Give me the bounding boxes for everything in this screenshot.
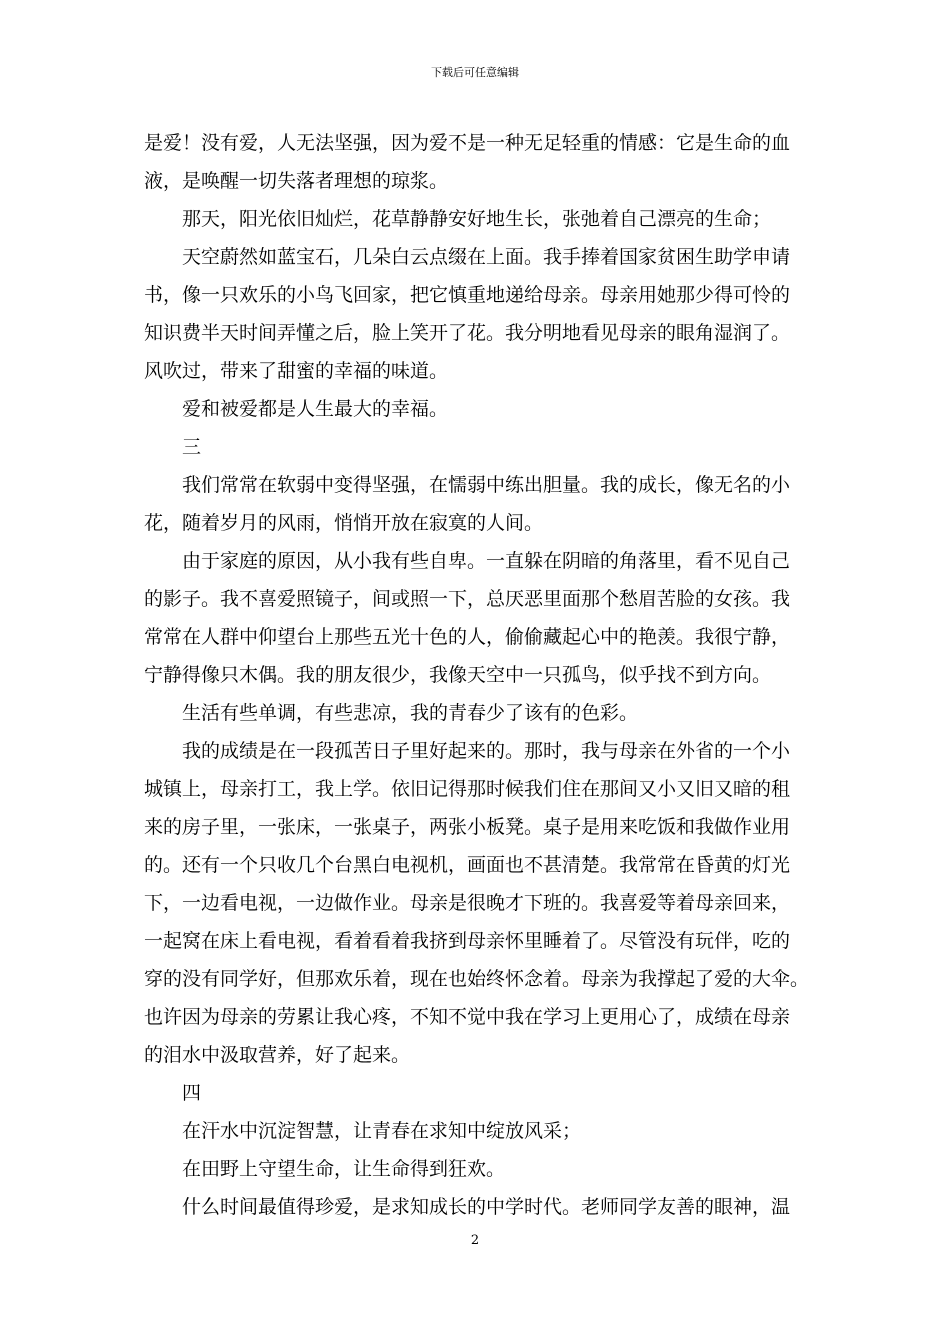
- text-line: 三: [182, 436, 202, 458]
- text-line: 也许因为母亲的劳累让我心疼，不知不觉中我在学习上更用心了，成绩在母亲: [144, 1006, 791, 1028]
- text-line: 什么时间最值得珍爱，是求知成长的中学时代。老师同学友善的眼神，温: [182, 1196, 791, 1218]
- text-line: 宁静得像只木偶。我的朋友很少，我像天空中一只孤鸟，似乎找不到方向。: [144, 664, 772, 686]
- text-line: 来的房子里，一张床，一张桌子，两张小板凳。桌子是用来吃饭和我做作业用: [144, 816, 791, 838]
- text-line: 的影子。我不喜爱照镜子，间或照一下，总厌恶里面那个愁眉苦脸的女孩。我: [144, 588, 791, 610]
- page-number: 2: [470, 1233, 480, 1248]
- text-line: 的泪水中汲取营养，好了起来。: [144, 1044, 411, 1066]
- text-line: 风吹过，带来了甜蜜的幸福的味道。: [144, 360, 449, 382]
- text-line: 知识费半天时间弄懂之后，脸上笑开了花。我分明地看见母亲的眼角湿润了。: [144, 322, 791, 344]
- text-line: 在田野上守望生命，让生命得到狂欢。: [182, 1158, 506, 1180]
- text-line: 下，一边看电视，一边做作业。母亲是很晚才下班的。我喜爱等着母亲回来，: [144, 892, 791, 914]
- text-line: 书，像一只欢乐的小鸟飞回家，把它慎重地递给母亲。母亲用她那少得可怜的: [144, 284, 791, 306]
- document-body: [144, 124, 810, 1226]
- text-line: 是爱！没有爱，人无法坚强，因为爱不是一种无足轻重的情感：它是生命的血: [144, 132, 791, 154]
- text-line: 城镇上，母亲打工，我上学。依旧记得那时候我们住在那间又小又旧又暗的租: [144, 778, 791, 800]
- text-line: 花，随着岁月的风雨，悄悄开放在寂寞的人间。: [144, 512, 544, 534]
- text-line: 在汗水中沉淀智慧，让青春在求知中绽放风采；: [182, 1120, 582, 1142]
- text-line: 的。还有一个只收几个台黑白电视机，画面也不甚清楚。我常常在昏黄的灯光: [144, 854, 791, 876]
- text-line: 爱和被爱都是人生最大的幸福。: [182, 398, 449, 420]
- text-line: 我的成绩是在一段孤苦日子里好起来的。那时，我与母亲在外省的一个小: [182, 740, 791, 762]
- text-line: 由于家庭的原因，从小我有些自卑。一直躲在阴暗的角落里，看不见自己: [182, 550, 791, 572]
- text-line: 常常在人群中仰望台上那些五光十色的人，偷偷藏起心中的艳羡。我很宁静，: [144, 626, 791, 648]
- text-line: 一起窝在床上看电视，看着看着我挤到母亲怀里睡着了。尽管没有玩伴，吃的: [144, 930, 791, 952]
- text-line: 那天，阳光依旧灿烂，花草静静安好地生长，张弛着自己漂亮的生命；: [182, 208, 772, 230]
- text-line: 穿的没有同学好，但那欢乐着，现在也始终怀念着。母亲为我撑起了爱的大伞。: [144, 968, 810, 990]
- text-line: 生活有些单调，有些悲凉，我的青春少了该有的色彩。: [182, 702, 639, 724]
- text-line: 我们常常在软弱中变得坚强，在懦弱中练出胆量。我的成长，像无名的小: [182, 474, 791, 496]
- page-header: 下载后可任意编辑: [431, 66, 519, 79]
- text-line: 液，是唤醒一切失落者理想的琼浆。: [144, 170, 449, 192]
- text-line: 四: [182, 1082, 202, 1104]
- text-line: 天空蔚然如蓝宝石，几朵白云点缀在上面。我手捧着国家贫困生助学申请: [182, 246, 791, 268]
